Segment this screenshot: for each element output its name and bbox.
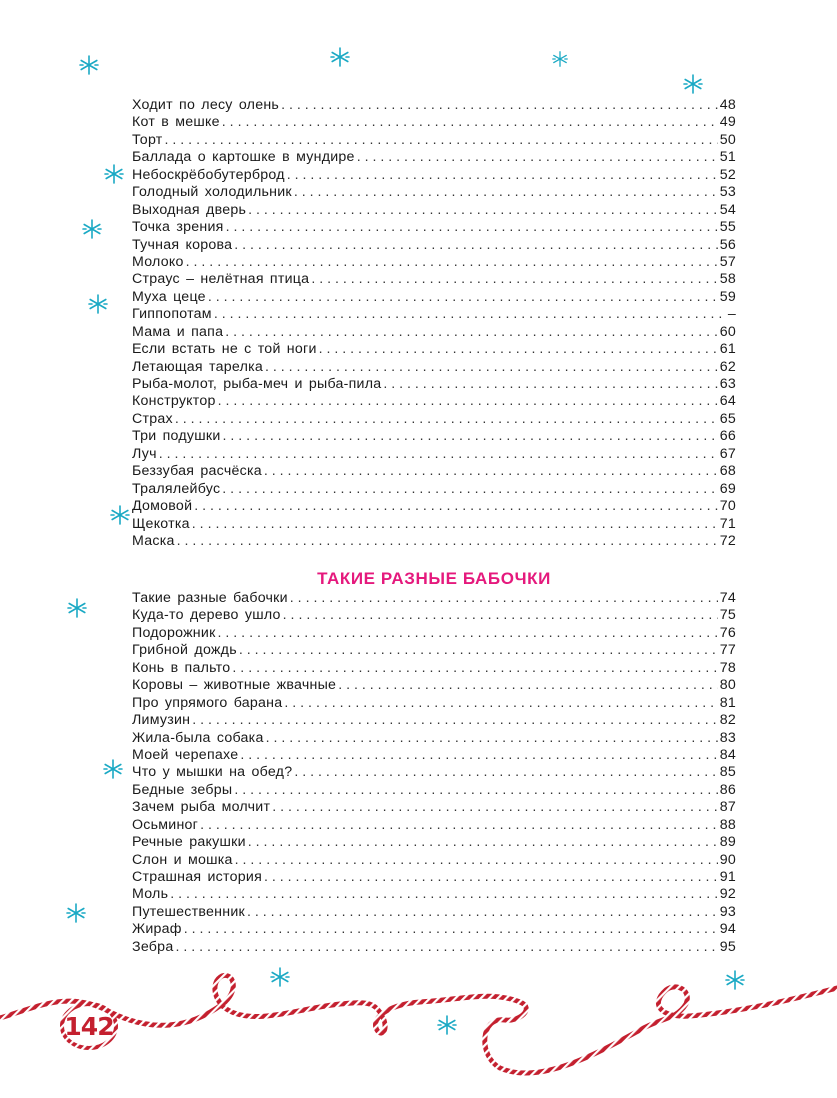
toc-entry-title: Щекотка: [132, 515, 190, 532]
toc-entry-title: Рыба-молот, рыба-меч и рыба-пила: [132, 376, 382, 392]
toc-entry-page: 92: [719, 886, 736, 903]
toc-entry: [132, 921, 736, 938]
toc-entry-page: –: [727, 306, 736, 323]
toc-entry-title: Мама и папа: [132, 323, 224, 340]
toc-entry: [132, 393, 736, 410]
toc-entry-title: Если встать не с той ноги: [132, 341, 317, 358]
decorative-rope: [0, 960, 837, 1098]
toc-entry-page: 55: [719, 219, 736, 236]
toc-entry-title: Куда-то дерево ушло: [132, 607, 281, 624]
toc-entry-page: 66: [719, 428, 736, 445]
toc-entry-page: 69: [719, 480, 736, 497]
toc-entry-page: 85: [719, 764, 736, 781]
toc-dot-leader: [284, 695, 717, 712]
toc-dot-leader: [170, 886, 717, 903]
toc-entry-page: 65: [719, 410, 736, 427]
toc-entry: [132, 516, 736, 533]
snowflake-icon: [552, 51, 568, 67]
toc-entry: [132, 817, 736, 834]
toc-dot-leader: [222, 114, 718, 131]
toc-entry: [132, 747, 736, 764]
toc-entry-page: 60: [719, 323, 736, 340]
toc-dot-leader: [192, 712, 717, 729]
toc-entry-page: 67: [719, 445, 736, 462]
toc-entry-page: 63: [719, 376, 736, 392]
toc-dot-leader: [281, 97, 718, 114]
toc-entry-title: Муха цеце: [132, 288, 206, 305]
toc-dot-leader: [234, 237, 717, 254]
toc-entry-title: Речные ракушки: [132, 834, 246, 851]
toc-dot-leader: [208, 289, 718, 306]
toc-entry: [132, 167, 736, 184]
toc-dot-leader: [319, 341, 718, 358]
toc-dot-leader: [223, 428, 718, 445]
toc-entry-title: Летающая тарелка: [132, 358, 264, 375]
toc-entry-title: Зебра: [132, 938, 174, 955]
toc-entry-title: Бедные зебры: [132, 781, 233, 798]
table-of-contents-part-2: [132, 590, 736, 956]
toc-entry-page: 83: [719, 729, 736, 746]
toc-dot-leader: [294, 764, 717, 781]
toc-entry-page: 72: [719, 532, 736, 549]
toc-entry-title: Осьминог: [132, 816, 199, 833]
toc-dot-leader: [240, 747, 717, 764]
toc-entry: [132, 97, 736, 114]
toc-entry-title: Небоскрёбобутерброд: [132, 166, 285, 183]
toc-entry-page: 71: [719, 515, 736, 532]
toc-dot-leader: [226, 219, 718, 236]
toc-entry-title: Тучная корова: [132, 236, 233, 253]
toc-dot-leader: [175, 939, 717, 956]
toc-entry-page: 74: [719, 590, 736, 606]
toc-entry-title: Лимузин: [132, 712, 191, 729]
toc-dot-leader: [266, 730, 718, 747]
snowflake-icon: [683, 74, 703, 94]
toc-entry-title: Коровы – животные жвачные: [132, 677, 337, 694]
toc-entry-page: 93: [719, 903, 736, 920]
toc-entry-title: Выходная дверь: [132, 201, 247, 218]
toc-entry: [132, 695, 736, 712]
toc-entry: [132, 359, 736, 376]
toc-entry: [132, 428, 736, 445]
toc-dot-leader: [159, 446, 718, 463]
toc-entry: [132, 852, 736, 869]
toc-dot-leader: [264, 463, 718, 480]
toc-entry-page: 77: [719, 642, 736, 659]
toc-entry: [132, 904, 736, 921]
toc-dot-leader: [294, 184, 718, 201]
toc-dot-leader: [338, 677, 718, 694]
toc-dot-leader: [194, 498, 717, 515]
toc-entry-page: 87: [719, 799, 736, 816]
toc-dot-leader: [234, 782, 717, 799]
snowflake-icon: [104, 164, 124, 184]
toc-dot-leader: [247, 904, 718, 921]
toc-entry: [132, 834, 736, 851]
snowflake-icon: [82, 219, 102, 239]
toc-entry: [132, 625, 736, 642]
toc-entry-title: Страшная история: [132, 869, 263, 885]
toc-entry-title: Гиппопотам: [132, 306, 212, 323]
snowflake-icon: [66, 903, 86, 923]
toc-entry: [132, 132, 736, 149]
toc-dot-leader: [184, 921, 718, 938]
toc-entry: [132, 730, 736, 747]
toc-entry-title: Жила-была собака: [132, 729, 264, 746]
toc-dot-leader: [239, 642, 718, 659]
toc-dot-leader: [283, 607, 718, 624]
toc-entry-page: 49: [719, 114, 736, 131]
toc-dot-leader: [165, 132, 718, 149]
table-of-contents-part-1: [132, 97, 736, 550]
toc-entry-title: Подорожник: [132, 624, 216, 641]
toc-dot-leader: [222, 481, 717, 498]
toc-entry-title: Торт: [132, 131, 163, 148]
toc-entry-title: Тралялейбус: [132, 480, 221, 497]
toc-dot-leader: [218, 393, 718, 410]
toc-dot-leader: [232, 660, 717, 677]
toc-entry-title: Слон и мошка: [132, 851, 233, 868]
toc-entry: [132, 498, 736, 515]
toc-entry-title: Маска: [132, 532, 175, 549]
toc-entry-page: 53: [719, 184, 736, 201]
toc-entry-title: Что у мышки на обед?: [132, 764, 293, 781]
toc-entry-title: Беззубая расчёска: [132, 463, 262, 480]
toc-entry-page: 48: [719, 97, 736, 113]
toc-dot-leader: [287, 167, 718, 184]
toc-dot-leader: [186, 254, 718, 271]
toc-entry-page: 56: [719, 236, 736, 253]
snowflake-icon: [67, 598, 87, 618]
toc-entry: [132, 114, 736, 131]
toc-entry: [132, 660, 736, 677]
toc-entry: [132, 149, 736, 166]
toc-entry-title: Грибной дождь: [132, 642, 237, 659]
toc-entry: [132, 764, 736, 781]
toc-entry: [132, 184, 736, 201]
toc-dot-leader: [290, 590, 718, 607]
toc-entry-title: Молоко: [132, 253, 184, 270]
toc-entry: [132, 533, 736, 550]
toc-dot-leader: [175, 411, 718, 428]
toc-entry: [132, 289, 736, 306]
toc-entry-page: 64: [719, 393, 736, 410]
snowflake-icon: [330, 47, 350, 67]
toc-entry-title: Домовой: [132, 498, 193, 515]
toc-entry: [132, 590, 736, 607]
toc-dot-leader: [218, 625, 718, 642]
toc-entry-title: Путешественник: [132, 903, 245, 920]
toc-entry: [132, 463, 736, 480]
toc-entry: [132, 886, 736, 903]
toc-entry-title: Баллада о картошке в мундире: [132, 149, 355, 166]
toc-entry: [132, 376, 736, 393]
toc-entry: [132, 254, 736, 271]
toc-entry: [132, 271, 736, 288]
toc-entry-title: Луч: [132, 445, 157, 462]
page-number: 142: [64, 1011, 114, 1041]
toc-entry: [132, 341, 736, 358]
toc-entry-page: 70: [719, 498, 736, 515]
toc-entry-title: Три подушки: [132, 428, 221, 445]
snowflake-icon: [79, 55, 99, 75]
toc-entry: [132, 712, 736, 729]
toc-dot-leader: [311, 271, 717, 288]
toc-entry-title: Моль: [132, 886, 169, 903]
toc-entry-page: 95: [719, 938, 736, 955]
toc-entry: [132, 219, 736, 236]
toc-entry: [132, 607, 736, 624]
toc-entry-page: 54: [719, 201, 736, 218]
toc-entry-page: 58: [719, 271, 736, 288]
toc-entry-page: 59: [719, 288, 736, 305]
toc-entry-page: 68: [719, 463, 736, 480]
toc-entry: [132, 446, 736, 463]
snowflake-icon: [88, 294, 108, 314]
toc-entry-page: 62: [719, 358, 736, 375]
toc-entry-page: 50: [719, 131, 736, 148]
toc-entry-page: 78: [719, 659, 736, 676]
toc-entry: [132, 869, 736, 886]
section-heading: ТАКИЕ РАЗНЫЕ БАБОЧКИ: [317, 569, 551, 588]
toc-entry-title: Зачем рыба молчит: [132, 799, 271, 816]
toc-dot-leader: [383, 376, 717, 393]
toc-entry: [132, 677, 736, 694]
toc-entry-title: Про упрямого барана: [132, 694, 283, 711]
toc-entry-page: 75: [719, 607, 736, 624]
toc-entry-page: 52: [719, 166, 736, 183]
toc-entry-page: 90: [719, 851, 736, 868]
toc-dot-leader: [214, 306, 726, 323]
toc-entry-title: Такие разные бабочки: [132, 590, 288, 606]
toc-entry-title: Страус – нелётная птица: [132, 271, 310, 288]
toc-entry: [132, 782, 736, 799]
toc-entry-page: 61: [719, 341, 736, 358]
toc-entry-title: Ходит по лесу олень: [132, 97, 280, 113]
toc-dot-leader: [264, 869, 718, 886]
toc-entry: [132, 237, 736, 254]
toc-dot-leader: [248, 202, 718, 219]
toc-dot-leader: [192, 516, 718, 533]
toc-dot-leader: [200, 817, 718, 834]
toc-entry-title: Страх: [132, 410, 173, 427]
toc-entry-page: 81: [719, 694, 736, 711]
toc-entry: [132, 939, 736, 956]
toc-entry-page: 94: [719, 921, 736, 938]
toc-dot-leader: [248, 834, 718, 851]
toc-entry-page: 82: [719, 712, 736, 729]
toc-entry-page: 57: [719, 253, 736, 270]
toc-dot-leader: [225, 324, 718, 341]
snowflake-icon: [103, 759, 123, 779]
toc-dot-leader: [235, 852, 718, 869]
toc-entry-page: 91: [719, 869, 736, 885]
toc-entry-title: Моей черепахе: [132, 746, 239, 763]
toc-entry: [132, 799, 736, 816]
toc-entry: [132, 481, 736, 498]
toc-entry-page: 89: [719, 834, 736, 851]
toc-entry-title: Кот в мешке: [132, 114, 220, 131]
toc-entry-title: Конструктор: [132, 393, 216, 410]
toc-entry-page: 51: [719, 149, 736, 166]
toc-dot-leader: [265, 359, 718, 376]
toc-entry: [132, 411, 736, 428]
toc-entry-page: 80: [719, 677, 736, 694]
toc-entry: [132, 202, 736, 219]
toc-dot-leader: [177, 533, 718, 550]
toc-entry-title: Голодный холодильник: [132, 184, 292, 201]
toc-entry-title: Точка зрения: [132, 219, 224, 236]
toc-entry-title: Конь в пальто: [132, 659, 231, 676]
toc-entry: [132, 324, 736, 341]
toc-entry: [132, 642, 736, 659]
toc-dot-leader: [272, 799, 718, 816]
toc-dot-leader: [357, 149, 718, 166]
toc-entry-page: 76: [719, 624, 736, 641]
toc-entry-page: 86: [719, 781, 736, 798]
snowflake-icon: [110, 505, 130, 525]
toc-entry-page: 84: [719, 746, 736, 763]
toc-entry: [132, 306, 736, 323]
toc-entry-title: Жираф: [132, 921, 182, 938]
toc-entry-page: 88: [719, 816, 736, 833]
